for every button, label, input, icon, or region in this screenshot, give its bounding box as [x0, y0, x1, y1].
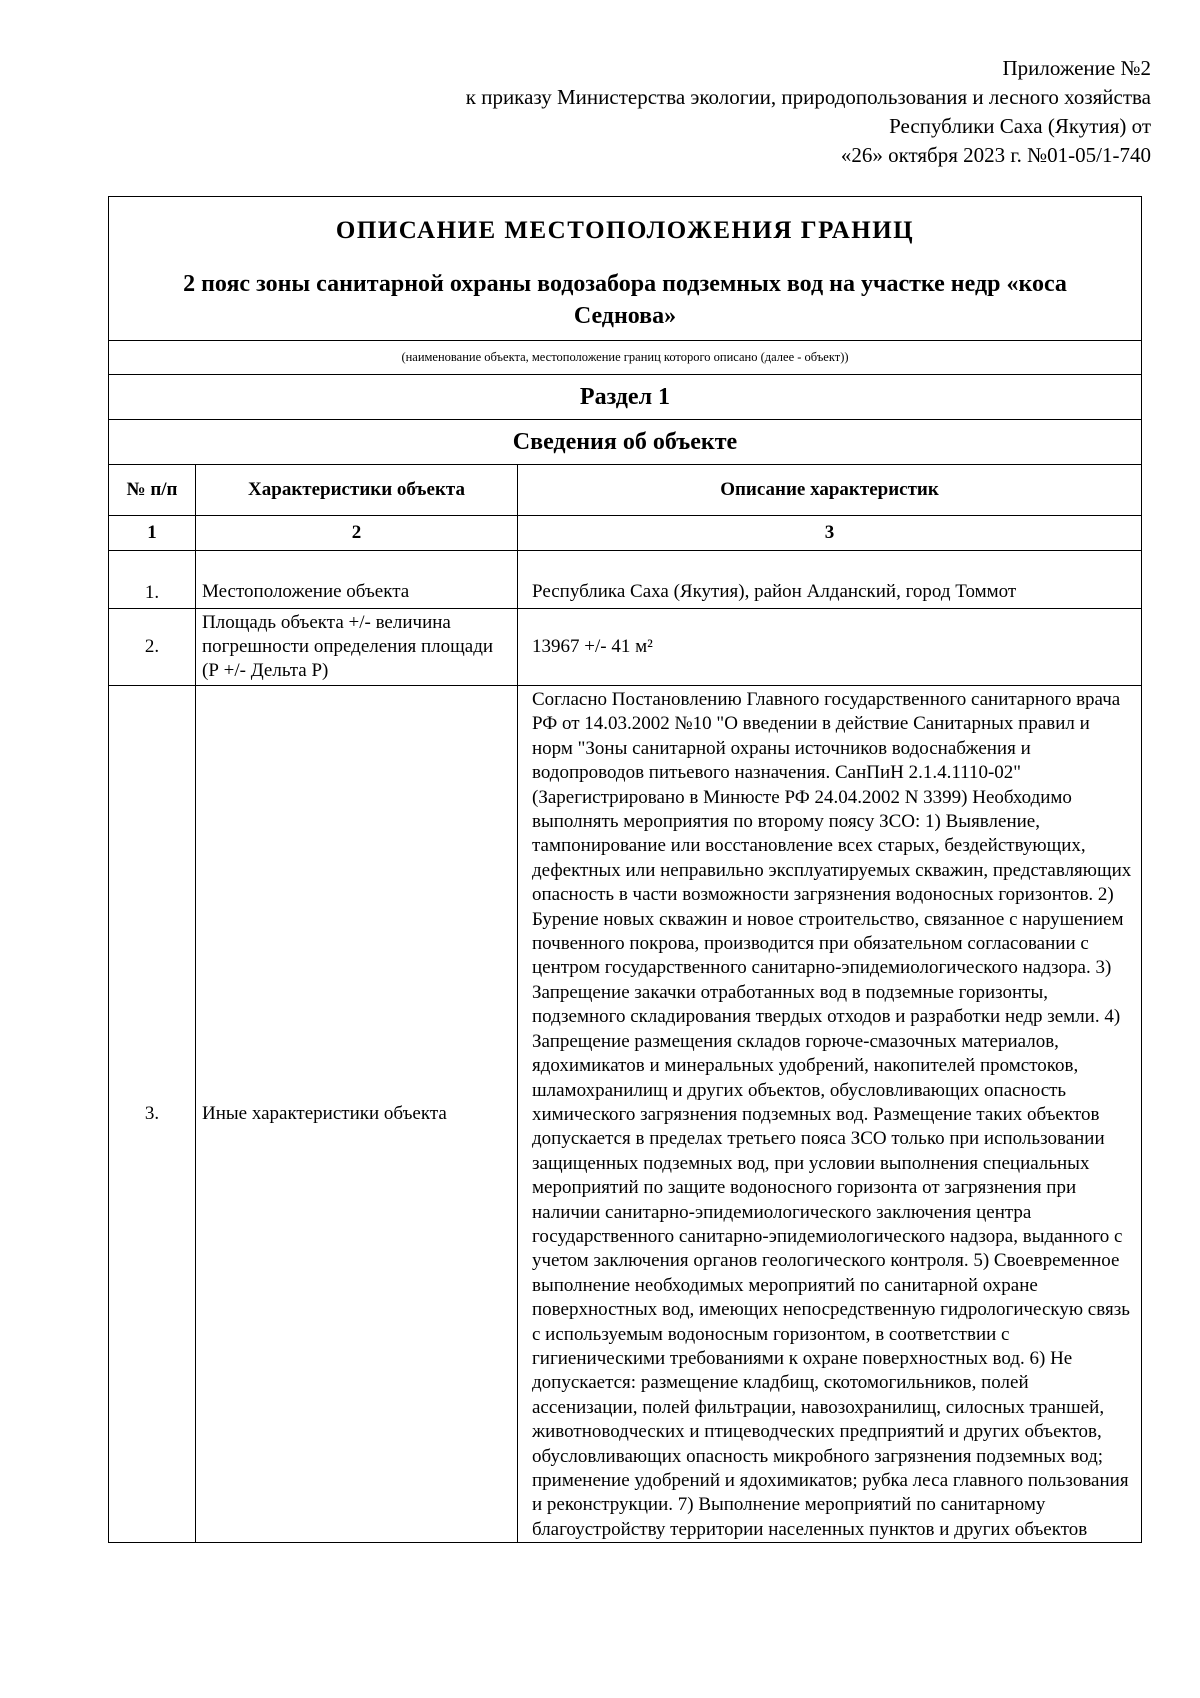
row-number: 1. [109, 551, 196, 609]
column-numbers-row [109, 516, 1141, 551]
document-header [466, 54, 1151, 170]
column-header-description: Описание характеристик [518, 465, 1142, 516]
row-description: 13967 +/- 41 м² [518, 609, 1142, 686]
row-number: 3. [109, 686, 196, 1543]
table-row [109, 686, 1141, 1543]
order-republic: Республики Саха (Якутия) от [889, 114, 1151, 138]
row-characteristic: Местоположение объекта [196, 551, 518, 609]
object-caption: (наименование объекта, местоположение границ которого описано (далее - объект)) [109, 340, 1141, 374]
order-reference: к приказу Министерства экологии, природопользования и лесного хозяйства [465, 85, 1151, 109]
document-frame [108, 196, 1142, 1543]
row-number: 2. [109, 609, 196, 686]
appendix-number: Приложение №2 [1002, 56, 1151, 80]
order-date-number: «26» октября 2023 г. №01-05/1-740 [840, 143, 1151, 167]
column-number-1: 1 [109, 516, 196, 551]
object-name: 2 пояс зоны санитарной охраны водозабора подземных вод на участке недр «коса Седнова» [183, 271, 1067, 329]
row-characteristic: Площадь объекта +/- величина погрешности определения площади (Р +/- Дельта Р) [196, 609, 518, 686]
column-number-3: 3 [518, 516, 1142, 551]
column-header-characteristic: Характеристики объекта [196, 465, 518, 516]
table-row [109, 551, 1141, 609]
column-header-number: № п/п [109, 465, 196, 516]
object-info-table [109, 464, 1141, 1542]
row-characteristic: Иные характеристики объекта [196, 686, 518, 1543]
page-title: ОПИСАНИЕ МЕСТОПОЛОЖЕНИЯ ГРАНИЦ [335, 217, 915, 244]
section-name: Сведения об объекте [109, 419, 1141, 464]
title-block [109, 197, 1141, 340]
table-row [109, 609, 1141, 686]
column-number-2: 2 [196, 516, 518, 551]
row-description: Республика Саха (Якутия), район Алданский, город Томмот [518, 551, 1142, 609]
table-header-row [109, 465, 1141, 516]
row-description: Согласно Постановлению Главного государственного санитарного врача РФ от 14.03.2002 №10 "О введении в действие Санитарных правил и норм "Зоны санитарной охраны источников водоснабжения и водопроводов питьевого назначения. СанПиН 2.1.4.1110-02" (Зарегистрировано в Минюсте РФ 24.04.2002 N 3399) Необходимо выполнять мероприятия по второму поясу ЗСО: 1) Выявление, тампонирование или восстановление всех старых, бездействующих, дефектных или неправильно эксплуатируемых скважин, представляющих опасность в части возможности загрязнения водоносных горизонтов. 2) Бурение новых скважин и новое строительство, связанное с нарушением почвенного покрова, производится при обязательном согласовании с центром государственного санитарно-эпидемиологического надзора. 3) Запрещение закачки отработанных вод в подземные горизонты, подземного складирования твердых отходов и разработки недр земли. 4) Запрещение размещения складов горюче-смазочных материалов, ядохимикатов и минеральных удобрений, накопителей промстоков, шламохранилищ и других объектов, обусловливающих опасность химического загрязнения подземных вод. Размещение таких объектов допускается в пределах третьего пояса ЗСО только при использовании защищенных подземных вод, при условии выполнения специальных мероприятий по защите водоносного горизонта от загрязнения при наличии санитарно-эпидемиологического заключения центра государственного санитарно-эпидемиологического надзора, выданного с учетом заключения органов геологического контроля. 5) Своевременное выполнение необходимых мероприятий по санитарной охране поверхностных вод, имеющих непосредственную гидрологическую связь с используемым водоносным горизонтом, в соответствии с гигиеническими требованиями к охране поверхностных вод. 6) Не допускается: размещение кладбищ, скотомогильников, полей ассенизации, полей фильтрации, навозохранилищ, силосных траншей, животноводческих и птицеводческих предприятий и других объектов, обусловливающих опасность микробного загрязнения подземных вод; применение удобрений и ядохимикатов; рубка леса главного пользования и реконструкции. 7) Выполнение мероприятий по санитарному благоустройству территории населенных пунктов и других объектов [518, 686, 1142, 1543]
section-number: Раздел 1 [109, 374, 1141, 419]
